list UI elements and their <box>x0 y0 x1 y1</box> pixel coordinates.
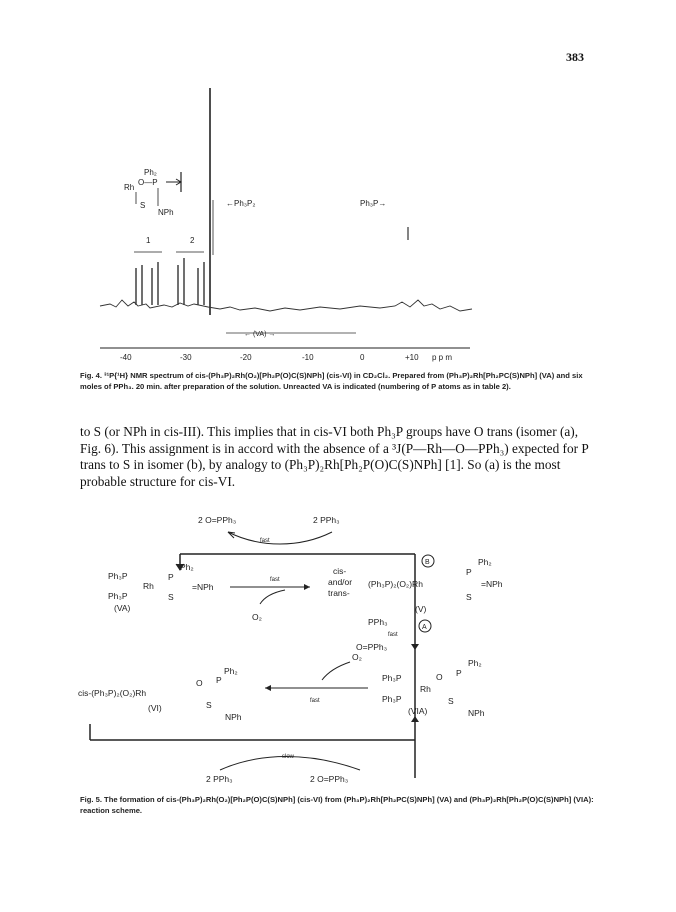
svg-text:Rh: Rh <box>124 183 135 192</box>
svg-text:cis-: cis- <box>333 566 347 576</box>
vi-label: (VI) <box>148 703 162 713</box>
svg-text:Ph₃P: Ph₃P <box>382 673 402 683</box>
label-b: B <box>425 559 430 566</box>
ph3p-label-left: ←Ph₃P₂ <box>226 199 256 208</box>
svg-text:O₂: O₂ <box>352 652 362 662</box>
top-right-label: 2 PPh₃ <box>313 515 340 525</box>
nmr-spectrum-figure <box>80 80 600 370</box>
v-label: (V) <box>415 604 427 614</box>
top-left-label: 2 O=PPh₃ <box>198 515 237 525</box>
svg-text:Ph₂: Ph₂ <box>468 658 482 668</box>
svg-text:NPh: NPh <box>158 208 174 217</box>
svg-text:S: S <box>140 201 146 210</box>
svg-text:=NPh: =NPh <box>481 579 503 589</box>
svg-text:(Ph₃P)₂(O₂)Rh: (Ph₃P)₂(O₂)Rh <box>368 579 423 589</box>
svg-text:O₂: O₂ <box>252 612 262 622</box>
svg-text:2 PPh₃: 2 PPh₃ <box>206 774 233 784</box>
va-span-label: ← (VA) → <box>244 331 276 338</box>
svg-text:trans-: trans- <box>328 588 350 598</box>
svg-text:Rh: Rh <box>420 684 431 694</box>
svg-text:NPh: NPh <box>468 708 485 718</box>
svg-text:PPh₃: PPh₃ <box>368 617 388 627</box>
svg-text:Ph₂: Ph₂ <box>224 666 238 676</box>
svg-text:fast: fast <box>388 632 398 638</box>
tick-label: -30 <box>180 353 192 362</box>
svg-text:O—P: O—P <box>138 178 158 187</box>
svg-text:Ph₂: Ph₂ <box>478 557 492 567</box>
va-label: (VA) <box>114 603 131 613</box>
svg-text:fast: fast <box>270 577 280 583</box>
page-number: 383 <box>566 50 584 64</box>
svg-text:Ph₃P: Ph₃P <box>108 591 128 601</box>
svg-text:S: S <box>466 592 472 602</box>
svg-text:O: O <box>436 672 443 682</box>
svg-text:Ph₂: Ph₂ <box>180 562 194 572</box>
svg-text:fast: fast <box>310 698 320 704</box>
tick-label: -10 <box>302 353 314 362</box>
svg-text:P: P <box>466 567 472 577</box>
svg-text:S: S <box>206 700 212 710</box>
svg-text:and/or: and/or <box>328 577 353 587</box>
svg-text:cis-(Ph₃P)₂(O₂)Rh: cis-(Ph₃P)₂(O₂)Rh <box>78 688 147 698</box>
svg-text:O: O <box>196 678 203 688</box>
ph3p-label-right: Ph₃P→ <box>360 199 387 208</box>
spectrum-baseline <box>100 300 472 311</box>
svg-text:P: P <box>168 572 174 582</box>
figure5-caption: Fig. 5. The formation of cis-(Ph₃P)₂Rh(O₂)[Ph₂P(O)C(S)NPh] (cis-VI) from (Ph₃P)₂Rh[Ph₂PC(S)NPh] (VA) and (Ph₃P)₂Rh[Ph₂P(O)C(S)NPh] (VIA): reaction scheme. <box>80 795 594 815</box>
inset-structure <box>124 168 181 217</box>
peak-label-2: 2 <box>190 236 195 245</box>
svg-text:slow: slow <box>282 754 295 760</box>
multiplet-peaks <box>136 258 204 305</box>
svg-text:Ph₃P: Ph₃P <box>108 571 128 581</box>
svg-text:S: S <box>448 696 454 706</box>
body-paragraph: to S (or NPh in cis-III). This implies that in cis-VI both Ph₃P groups have O trans (isomer (a), Fig. 6). This assignment is in accord with the absence of a ³J(P—Rh—O—PPh₃) expected for P trans to S in isomer (b), by analogy to (Ph₃P)₂Rh[Ph₂P(O)C(S)NPh] [1]. So (a) is the most probable structure for cis-VI. <box>80 424 589 489</box>
figure4-caption: Fig. 4. ³¹P{¹H} NMR spectrum of cis-(Ph₃P)₂Rh(O₂)[Ph₂P(O)C(S)NPh] (cis-VI) in CD₂Cl₂. Prepared from (Ph₃P)₂Rh[Ph₂PC(S)NPh] (VA) and six moles of PPh₃. 20 min. after preparation of the solution. Unreacted VA is indicated (numbering of P atoms as in table 2). <box>80 371 583 391</box>
svg-text:S: S <box>168 592 174 602</box>
tick-label: -20 <box>240 353 252 362</box>
svg-text:NPh: NPh <box>225 712 242 722</box>
svg-text:P: P <box>456 668 462 678</box>
svg-text:Ph₃P: Ph₃P <box>382 694 402 704</box>
label-a: A <box>422 624 427 631</box>
reaction-scheme <box>70 508 600 813</box>
tick-label: p p m <box>432 353 453 362</box>
svg-text:Ph₂: Ph₂ <box>144 168 157 177</box>
peak-label-1: 1 <box>146 236 151 245</box>
svg-text:Rh: Rh <box>143 581 154 591</box>
svg-text:P: P <box>216 675 222 685</box>
tick-label: 0 <box>360 353 365 362</box>
tick-label: +10 <box>405 353 419 362</box>
svg-text:=NPh: =NPh <box>192 582 214 592</box>
tick-label: -40 <box>120 353 132 362</box>
svg-text:2 O=PPh₃: 2 O=PPh₃ <box>310 774 349 784</box>
via-label: (VIA) <box>408 706 428 716</box>
fast-top-label: fast <box>260 538 270 544</box>
axis-ticks <box>120 353 452 362</box>
svg-text:O=PPh₃: O=PPh₃ <box>356 642 388 652</box>
